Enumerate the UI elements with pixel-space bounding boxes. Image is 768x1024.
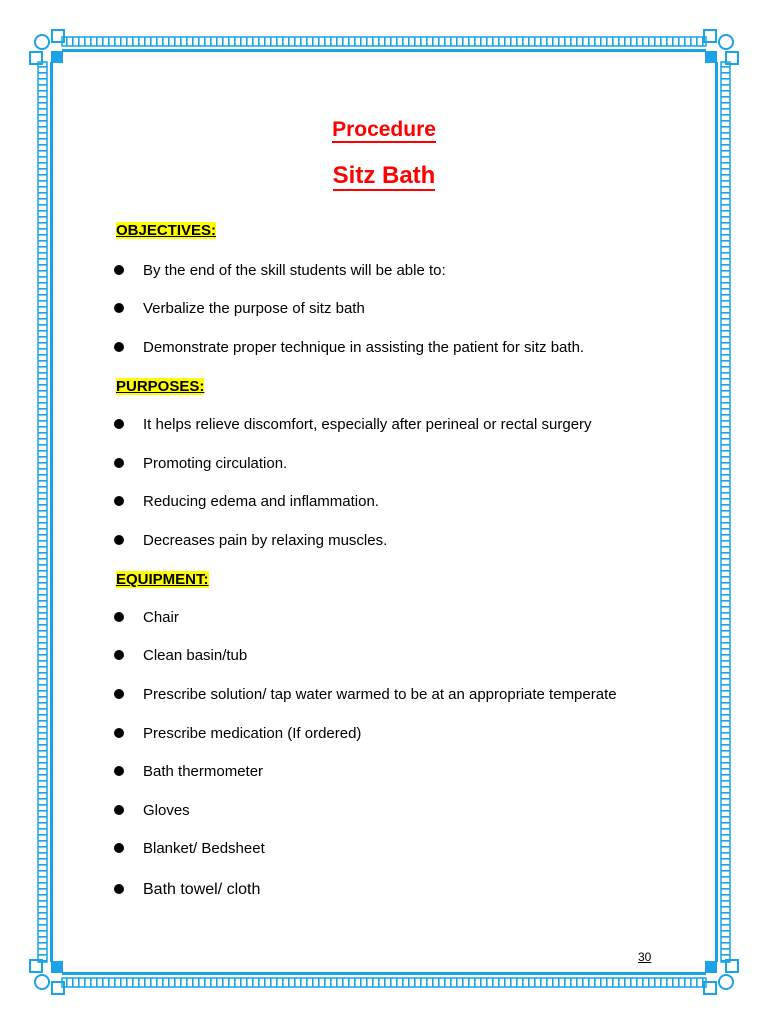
bullet-icon (114, 458, 124, 468)
bullet-icon (114, 805, 124, 815)
list-item: Gloves (114, 802, 190, 820)
list-item: Blanket/ Bedsheet (114, 840, 265, 858)
bullet-icon (114, 884, 124, 894)
list-item: Promoting circulation. (114, 455, 287, 473)
list-item: Reducing edema and inflammation. (114, 493, 379, 511)
list-item: It helps relieve discomfort, especially after perineal or rectal surgery (114, 416, 592, 434)
bullet-icon (114, 612, 124, 622)
list-item: Demonstrate proper technique in assisting the patient for sitz bath. (114, 339, 584, 357)
bullet-icon (114, 265, 124, 275)
procedure-title: Procedure (332, 118, 436, 141)
purposes-heading: PURPOSES: (116, 378, 205, 395)
list-item: Verbalize the purpose of sitz bath (114, 300, 365, 318)
bullet-icon (114, 535, 124, 545)
list-item: Prescribe solution/ tap water warmed to be at an appropriate temperate (114, 686, 617, 704)
bullet-icon (114, 342, 124, 352)
list-item: Bath towel/ cloth (114, 881, 260, 899)
bullet-icon (114, 766, 124, 776)
list-item: Clean basin/tub (114, 647, 247, 665)
objectives-heading: OBJECTIVES: (116, 222, 217, 239)
sitz-bath-title: Sitz Bath (332, 162, 436, 189)
bullet-icon (114, 689, 124, 699)
list-item: Prescribe medication (If ordered) (114, 725, 361, 743)
equipment-heading: EQUIPMENT: (116, 571, 209, 588)
list-item: Chair (114, 609, 179, 627)
list-item: Decreases pain by relaxing muscles. (114, 532, 387, 550)
bullet-icon (114, 496, 124, 506)
bullet-icon (114, 419, 124, 429)
bullet-icon (114, 728, 124, 738)
bullet-icon (114, 843, 124, 853)
list-item: Bath thermometer (114, 763, 263, 781)
list-item: By the end of the skill students will be able to: (114, 262, 446, 280)
bullet-icon (114, 650, 124, 660)
page-number: 30 (638, 950, 652, 964)
bullet-icon (114, 303, 124, 313)
